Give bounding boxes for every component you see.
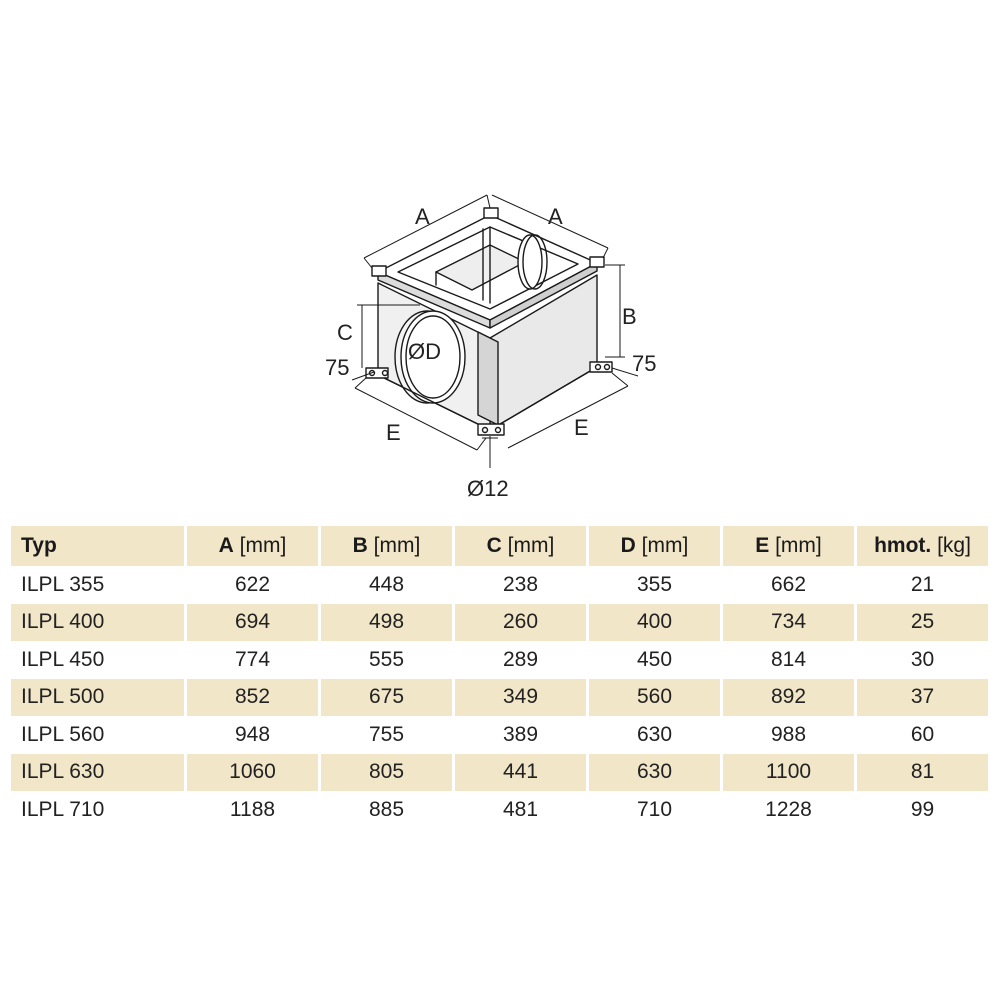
value-cell: 555 [368,647,405,671]
value-cell: 560 [589,679,720,717]
value-cell: 852 [187,679,318,717]
column-header-unit: [mm] [373,534,421,557]
column-header-key: A [218,534,234,557]
value-cell: 885 [368,797,405,821]
dim-label-offset-left: 75 [325,355,350,380]
column-header-unit: [kg] [937,534,971,557]
column-header-a [187,526,318,566]
dimension-table [8,526,991,829]
column-header-key: hmot. [874,534,932,557]
fan-box-dimension-drawing [300,170,700,510]
column-header-c [455,526,586,566]
column-header-key: D [620,534,636,557]
value-cell: 25 [857,604,988,642]
column-header-e [723,526,854,566]
value-cell: 81 [857,754,988,792]
value-cell: 1100 [723,754,854,792]
value-cell: 892 [723,679,854,717]
value-cell: 60 [910,722,935,746]
type-cell: ILPL 400 [11,604,184,642]
column-header-hmot [857,526,988,566]
dim-label-c: C [337,320,353,345]
type-cell: ILPL 450 [21,647,105,671]
type-cell: ILPL 710 [21,797,105,821]
type-cell: ILPL 355 [21,572,105,596]
column-header-key: C [486,534,502,557]
column-header-key: E [755,534,770,557]
value-cell: 694 [187,604,318,642]
value-cell: 349 [455,679,586,717]
value-cell: 814 [770,647,807,671]
value-cell: 662 [770,572,807,596]
column-header-key: B [352,534,368,557]
dim-label-e-left: E [386,420,401,445]
value-cell: 481 [502,797,539,821]
dim-label-a-left: A [415,204,430,229]
table-row [11,754,988,792]
value-cell: 630 [636,722,673,746]
value-cell: 1060 [187,754,318,792]
type-cell: ILPL 560 [21,722,105,746]
column-header-typ [11,526,184,566]
value-cell: 99 [910,797,935,821]
value-cell: 289 [502,647,539,671]
column-header-unit: [mm] [239,534,287,557]
value-cell: 630 [589,754,720,792]
value-cell: 774 [234,647,271,671]
dim-label-a-right: A [548,204,563,229]
table-row [11,716,988,754]
value-cell: 389 [502,722,539,746]
column-header-unit: [mm] [775,534,822,557]
table-body [11,566,988,829]
corner-post [478,332,498,425]
value-cell: 988 [770,722,807,746]
isometric-box-svg [300,170,700,510]
value-cell: 498 [321,604,452,642]
value-cell: 675 [321,679,452,717]
value-cell: 355 [636,572,673,596]
value-cell: 710 [636,797,673,821]
value-cell: 948 [234,722,271,746]
type-cell: ILPL 500 [11,679,184,717]
dim-label-d: ØD [408,339,441,364]
table-row [11,679,988,717]
dim-label-e-right: E [574,415,589,440]
table-row [11,641,988,679]
value-cell: 622 [234,572,271,596]
table-row [11,791,988,829]
value-cell: 450 [636,647,673,671]
dim-label-hole: Ø12 [467,476,509,501]
table-header [11,526,988,566]
value-cell: 441 [455,754,586,792]
value-cell: 448 [368,572,405,596]
dim-label-offset-right: 75 [632,351,657,376]
value-cell: 400 [589,604,720,642]
column-header-d [589,526,720,566]
value-cell: 1228 [765,797,812,821]
value-cell: 260 [455,604,586,642]
value-cell: 734 [723,604,854,642]
column-header-unit: [mm] [641,534,689,557]
value-cell: 1188 [229,797,276,821]
type-cell: ILPL 630 [11,754,184,792]
value-cell: 238 [502,572,539,596]
value-cell: 755 [368,722,405,746]
table-header-row [11,526,988,566]
table-row [11,566,988,604]
column-header-key: Typ [21,534,57,557]
value-cell: 37 [857,679,988,717]
value-cell: 30 [910,647,935,671]
column-header-b [321,526,452,566]
value-cell: 805 [321,754,452,792]
table-row [11,604,988,642]
value-cell: 21 [910,572,935,596]
column-header-unit: [mm] [507,534,555,557]
dim-label-b: B [622,304,637,329]
